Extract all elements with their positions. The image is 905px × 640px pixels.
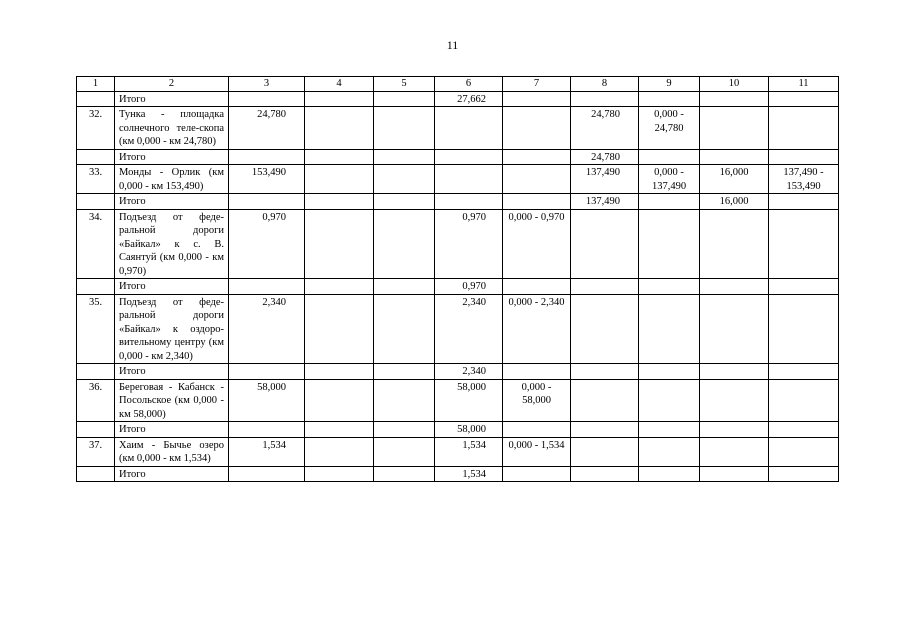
road-name: Тунка - площадка солнечного теле-скопа (км 0,000 - км 24,780) bbox=[115, 107, 229, 150]
row-number: 32. bbox=[77, 107, 115, 150]
empty-cell bbox=[374, 364, 435, 380]
total-col6: 0,970 bbox=[435, 279, 503, 295]
col11-range bbox=[769, 379, 839, 422]
col7-range bbox=[503, 165, 571, 194]
col7-range bbox=[503, 107, 571, 150]
empty-cell bbox=[305, 91, 374, 107]
empty-cell bbox=[305, 279, 374, 295]
empty-cell bbox=[639, 91, 700, 107]
length-total: 1,534 bbox=[229, 437, 305, 466]
road-name: Береговая - Кабанск - Посольское (км 0,000 - км 58,000) bbox=[115, 379, 229, 422]
col5-cell bbox=[374, 107, 435, 150]
length-total: 0,970 bbox=[229, 209, 305, 279]
col7-range: 0,000 - 58,000 bbox=[503, 379, 571, 422]
col4-cell bbox=[305, 165, 374, 194]
col8-value: 137,490 bbox=[571, 165, 639, 194]
empty-cell bbox=[374, 279, 435, 295]
empty-cell bbox=[639, 194, 700, 210]
col11-range bbox=[769, 437, 839, 466]
col4-cell bbox=[305, 379, 374, 422]
total-label: Итого bbox=[115, 422, 229, 438]
total-label: Итого bbox=[115, 364, 229, 380]
header-row bbox=[77, 77, 839, 92]
total-row bbox=[77, 466, 839, 482]
total-col10: 16,000 bbox=[700, 194, 769, 210]
empty-cell bbox=[769, 422, 839, 438]
empty-cell bbox=[769, 466, 839, 482]
header-cell: 5 bbox=[374, 77, 435, 92]
col9-range bbox=[639, 294, 700, 364]
total-col6: 1,534 bbox=[435, 466, 503, 482]
col10-value bbox=[700, 379, 769, 422]
total-col10 bbox=[700, 149, 769, 165]
col4-cell bbox=[305, 294, 374, 364]
road-name: Монды - Орлик (км 0,000 - км 153,490) bbox=[115, 165, 229, 194]
road-name: Подъезд от феде-ральной дороги «Байкал» к с. В. Саянтуй (км 0,000 - км 0,970) bbox=[115, 209, 229, 279]
empty-cell bbox=[503, 91, 571, 107]
col5-cell bbox=[374, 379, 435, 422]
col6-value: 1,534 bbox=[435, 437, 503, 466]
total-row bbox=[77, 194, 839, 210]
empty-cell bbox=[374, 466, 435, 482]
empty-cell bbox=[77, 422, 115, 438]
empty-cell bbox=[639, 149, 700, 165]
total-col10 bbox=[700, 364, 769, 380]
col7-range: 0,000 - 0,970 bbox=[503, 209, 571, 279]
header-cell: 7 bbox=[503, 77, 571, 92]
empty-cell bbox=[503, 194, 571, 210]
total-col8: 24,780 bbox=[571, 149, 639, 165]
empty-cell bbox=[229, 91, 305, 107]
empty-cell bbox=[503, 364, 571, 380]
empty-cell bbox=[229, 364, 305, 380]
empty-cell bbox=[503, 422, 571, 438]
total-col10 bbox=[700, 279, 769, 295]
header-cell: 11 bbox=[769, 77, 839, 92]
row-number: 37. bbox=[77, 437, 115, 466]
col5-cell bbox=[374, 294, 435, 364]
col6-value: 58,000 bbox=[435, 379, 503, 422]
col9-range bbox=[639, 379, 700, 422]
total-col6: 2,340 bbox=[435, 364, 503, 380]
header-cell: 10 bbox=[700, 77, 769, 92]
col11-range bbox=[769, 209, 839, 279]
empty-cell bbox=[769, 149, 839, 165]
header-cell: 4 bbox=[305, 77, 374, 92]
empty-cell bbox=[639, 466, 700, 482]
total-col10 bbox=[700, 422, 769, 438]
col9-range: 0,000 - 137,490 bbox=[639, 165, 700, 194]
col6-value: 0,970 bbox=[435, 209, 503, 279]
col8-value bbox=[571, 379, 639, 422]
empty-cell bbox=[305, 364, 374, 380]
col9-range bbox=[639, 209, 700, 279]
empty-cell bbox=[374, 91, 435, 107]
road-name: Подъезд от феде-ральной дороги «Байкал» к оздоро-вительному центру (км 0,000 - км 2,340) bbox=[115, 294, 229, 364]
col4-cell bbox=[305, 437, 374, 466]
row-number: 34. bbox=[77, 209, 115, 279]
total-col10 bbox=[700, 466, 769, 482]
table-row bbox=[77, 165, 839, 194]
empty-cell bbox=[77, 279, 115, 295]
col9-range: 0,000 - 24,780 bbox=[639, 107, 700, 150]
col8-value: 24,780 bbox=[571, 107, 639, 150]
empty-cell bbox=[639, 364, 700, 380]
col10-value bbox=[700, 209, 769, 279]
col11-range bbox=[769, 294, 839, 364]
page-number: 11 bbox=[446, 38, 459, 52]
col8-value bbox=[571, 294, 639, 364]
col6-value bbox=[435, 165, 503, 194]
empty-cell bbox=[571, 91, 639, 107]
empty-cell bbox=[229, 149, 305, 165]
col8-value bbox=[571, 437, 639, 466]
empty-cell bbox=[77, 149, 115, 165]
col5-cell bbox=[374, 209, 435, 279]
header-cell: 9 bbox=[639, 77, 700, 92]
road-name: Хаим - Бычье озеро (км 0,000 - км 1,534) bbox=[115, 437, 229, 466]
total-label: Итого bbox=[115, 466, 229, 482]
table-row bbox=[77, 294, 839, 364]
roads-table bbox=[76, 76, 839, 482]
total-label: Итого bbox=[115, 279, 229, 295]
empty-cell bbox=[305, 149, 374, 165]
empty-cell bbox=[700, 91, 769, 107]
total-col6 bbox=[435, 194, 503, 210]
empty-cell bbox=[77, 91, 115, 107]
total-col8 bbox=[571, 466, 639, 482]
col4-cell bbox=[305, 209, 374, 279]
empty-cell bbox=[769, 91, 839, 107]
empty-cell bbox=[77, 194, 115, 210]
empty-cell bbox=[503, 279, 571, 295]
total-col8 bbox=[571, 364, 639, 380]
empty-cell bbox=[229, 422, 305, 438]
col10-value: 16,000 bbox=[700, 165, 769, 194]
empty-cell bbox=[305, 422, 374, 438]
total-label: Итого bbox=[115, 149, 229, 165]
table-row bbox=[77, 209, 839, 279]
total-row bbox=[77, 91, 839, 107]
row-number: 33. bbox=[77, 165, 115, 194]
total-row bbox=[77, 149, 839, 165]
empty-cell bbox=[374, 194, 435, 210]
col7-range: 0,000 - 2,340 bbox=[503, 294, 571, 364]
row-number: 36. bbox=[77, 379, 115, 422]
total-col8 bbox=[571, 279, 639, 295]
empty-cell bbox=[639, 422, 700, 438]
col6-value: 2,340 bbox=[435, 294, 503, 364]
total-col6: 58,000 bbox=[435, 422, 503, 438]
col5-cell bbox=[374, 165, 435, 194]
header-cell: 3 bbox=[229, 77, 305, 92]
col7-range: 0,000 - 1,534 bbox=[503, 437, 571, 466]
header-cell: 1 bbox=[77, 77, 115, 92]
empty-cell bbox=[769, 279, 839, 295]
empty-cell bbox=[769, 194, 839, 210]
total-label: Итого bbox=[115, 194, 229, 210]
row-number: 35. bbox=[77, 294, 115, 364]
total-row bbox=[77, 422, 839, 438]
empty-cell bbox=[305, 466, 374, 482]
length-total: 24,780 bbox=[229, 107, 305, 150]
empty-cell bbox=[305, 194, 374, 210]
header-cell: 6 bbox=[435, 77, 503, 92]
empty-cell bbox=[639, 279, 700, 295]
length-total: 58,000 bbox=[229, 379, 305, 422]
table-row bbox=[77, 437, 839, 466]
col8-value bbox=[571, 209, 639, 279]
length-total: 2,340 bbox=[229, 294, 305, 364]
empty-cell bbox=[77, 364, 115, 380]
header-cell: 8 bbox=[571, 77, 639, 92]
empty-cell bbox=[229, 466, 305, 482]
col10-value bbox=[700, 294, 769, 364]
col10-value bbox=[700, 437, 769, 466]
table-row bbox=[77, 107, 839, 150]
total-row bbox=[77, 279, 839, 295]
length-total: 153,490 bbox=[229, 165, 305, 194]
total-col8 bbox=[571, 422, 639, 438]
total-col8: 137,490 bbox=[571, 194, 639, 210]
col11-range bbox=[769, 107, 839, 150]
empty-cell bbox=[229, 279, 305, 295]
col11-range: 137,490 - 153,490 bbox=[769, 165, 839, 194]
total-row bbox=[77, 364, 839, 380]
col6-value bbox=[435, 107, 503, 150]
empty-cell bbox=[374, 149, 435, 165]
empty-cell bbox=[77, 466, 115, 482]
empty-cell bbox=[503, 466, 571, 482]
empty-cell bbox=[229, 194, 305, 210]
col5-cell bbox=[374, 437, 435, 466]
total-col6 bbox=[435, 149, 503, 165]
total-col6: 27,662 bbox=[435, 91, 503, 107]
header-cell: 2 bbox=[115, 77, 229, 92]
col4-cell bbox=[305, 107, 374, 150]
empty-cell bbox=[503, 149, 571, 165]
col9-range bbox=[639, 437, 700, 466]
empty-cell bbox=[374, 422, 435, 438]
col10-value bbox=[700, 107, 769, 150]
total-label: Итого bbox=[115, 91, 229, 107]
empty-cell bbox=[769, 364, 839, 380]
table-row bbox=[77, 379, 839, 422]
